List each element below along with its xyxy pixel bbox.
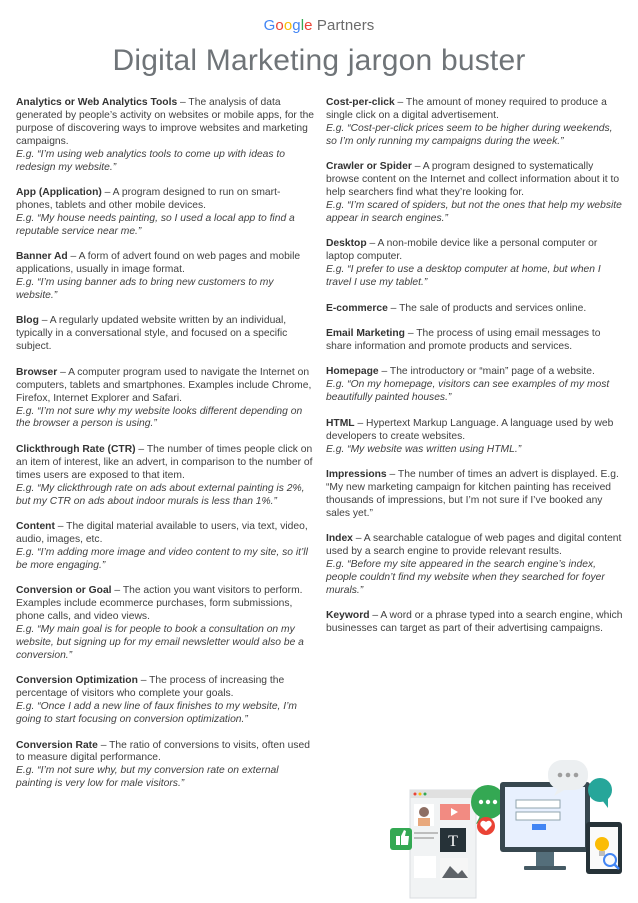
glossary-definition: – The action you want visitors to perform. Examples include ecommerce purchases, form submissions, phone calls, and video views.: [16, 585, 303, 623]
glossary-term: Banner Ad: [16, 251, 68, 263]
glossary-entry-impressions: [326, 469, 626, 521]
glossary-definition: – The introductory or “main” page of a website.: [378, 366, 595, 378]
glossary-entry-email-marketing: [326, 328, 626, 354]
glossary-entry-desktop: [326, 238, 626, 290]
glossary-term: Clickthrough Rate (CTR): [16, 443, 136, 455]
glossary-example: E.g. “I’m not sure why my website looks different depending on the browser a person is using.”: [16, 405, 303, 430]
glossary-example: E.g. “I’m not sure why, but my conversion rate on external painting is very low for male visitors.”: [16, 765, 279, 790]
glossary-definition: – A searchable catalogue of web pages and digital content used by a search engine to provide relevant results.: [326, 533, 622, 558]
glossary-definition: – A non-mobile device like a personal computer or laptop computer.: [326, 238, 598, 263]
glossary-entry-conversion-rate: [16, 740, 316, 792]
glossary-term: Conversion or Goal: [16, 585, 112, 597]
glossary-entry-banner-ad: [16, 251, 316, 303]
glossary-term: HTML: [326, 417, 355, 429]
glossary-term: Impressions: [326, 469, 387, 481]
glossary-example: E.g. “I’m using web analytics tools to come up with ideas to redesign my website.”: [16, 148, 285, 173]
glossary-definition: – A regularly updated website written by an individual, typically in a conversational style, and focused on a specific subject.: [16, 315, 288, 353]
glossary-term: Cost-per-click: [326, 97, 395, 108]
glossary-term: Conversion Optimization: [16, 675, 138, 687]
glossary-term: Conversion Rate: [16, 739, 98, 751]
glossary-definition: – The sale of products and services online.: [387, 302, 587, 314]
glossary-example: E.g. “On my homepage, visitors can see examples of my most beautifully painted houses.”: [326, 379, 610, 404]
glossary-definition: – A program designed to run on smart-phones, tablets and other mobile devices.: [16, 187, 281, 211]
glossary-entry-conversion-or-goal: [16, 585, 316, 662]
glossary-entry-cost-per-click: [326, 97, 626, 149]
glossary-term: Crawler or Spider: [326, 161, 412, 173]
glossary-example: E.g. “My house needs painting, so I used a local app to find a reputable service near me.”: [16, 212, 295, 237]
google-partners-logo: [0, 17, 638, 34]
digital-devices-illustration: [388, 760, 628, 900]
right-column: [326, 97, 626, 649]
glossary-definition: – The digital material available to users, via text, video, audio, images, etc.: [16, 521, 308, 545]
glossary-example: E.g. “I’m adding more image and video content to my site, so it’ll be more engaging.”: [16, 546, 308, 571]
glossary-definition: – The amount of money required to produce a single click on a digital advertisement.: [326, 97, 607, 121]
glossary-entry-blog: [16, 315, 316, 354]
glossary-definition: – A form of advert found on web pages and mobile applications, usually in image format.: [16, 251, 301, 276]
glossary-definition: – A word or a phrase typed into a search engine, which businesses can target as part of their advertising campaigns.: [326, 610, 623, 635]
glossary-term: App (Application): [16, 187, 102, 199]
glossary-definition: – A program designed to systematically browse content on the Internet and collect information about it to help searchers find what they’re looking for.: [326, 161, 620, 199]
glossary-entry-clickthrough-rate-ctr: [16, 444, 316, 509]
glossary-example: E.g. “Once I add a new line of faux finishes to my website, I’m going to start focusing on conversion optimization.”: [16, 701, 298, 725]
glossary-entry-content: [16, 521, 316, 573]
glossary-term: Content: [16, 521, 55, 533]
glossary-definition: – A computer program used to navigate the Internet on computers, tablets and smartphones. Examples include Chrome, Firefox, Internet Explorer and Safari.: [16, 366, 312, 404]
glossary-term: E-commerce: [326, 302, 388, 314]
glossary-entry-keyword: [326, 610, 626, 636]
glossary-example: E.g. “My website was written using HTML.”: [326, 443, 522, 455]
glossary-example: E.g. “I prefer to use a desktop computer at home, but when I travel I use my tablet.”: [326, 264, 601, 289]
glossary-example: E.g. “I’m using banner ads to bring new customers to my website.”: [16, 277, 274, 301]
left-column: [16, 97, 316, 804]
glossary-definition: – The number of times an advert is displayed. E.g. “My new marketing campaign for kitchen painting has received thousands of impressions, but I’m not sure if I’ve booked any sales yet.”: [326, 469, 619, 519]
glossary-entry-e-commerce: [326, 303, 626, 316]
page-title: Digital Marketing jargon buster: [112, 44, 526, 77]
glossary-term: Blog: [16, 315, 39, 327]
glossary-entry-browser: [16, 367, 316, 432]
glossary-entry-html: [326, 418, 626, 457]
glossary-term: Homepage: [326, 366, 379, 378]
google-wordmark: Google: [263, 17, 313, 34]
glossary-definition: – The ratio of conversions to visits, often used to measure digital performance.: [16, 739, 310, 764]
glossary-entry-crawler-or-spider: [326, 161, 626, 226]
glossary-example: E.g. “My clickthrough rate on ads about external painting is 2%, but my CTR on ads about indoor murals is less than 1%.”: [16, 482, 305, 507]
glossary-entry-analytics-or-web-analytics-tools: [16, 97, 316, 174]
glossary-definition: – The number of times people click on an item of interest, like an advert, in comparison to the number of times users are exposed to that item.: [16, 443, 313, 481]
glossary-entry-conversion-optimization: [16, 675, 316, 727]
glossary-example: E.g. “I’m scared of spiders, but not the ones that help my website appear in search engines.”: [326, 199, 622, 224]
glossary-definition: – The process of increasing the percentage of visitors who complete your goals.: [16, 675, 285, 700]
glossary-term: Email Marketing: [326, 328, 405, 340]
glossary-term: Browser: [16, 366, 58, 378]
glossary-entry-homepage: [326, 366, 626, 405]
glossary-term: Index: [326, 533, 353, 545]
partners-wordmark: Partners: [316, 17, 375, 34]
glossary-example: E.g. “Cost-per-click prices seem to be higher during weekends, so I’m only running my campaigns during the week.”: [326, 122, 613, 147]
glossary-term: Desktop: [326, 238, 367, 250]
glossary-entry-index: [326, 533, 626, 598]
glossary-definition: – Hypertext Markup Language. A language used by web developers to create websites.: [326, 417, 614, 442]
svg-text:T: T: [448, 833, 458, 850]
glossary-definition: – The analysis of data generated by people’s activity on websites or mobile apps, for the purpose of discovering ways to improve websites and marketing campaigns.: [16, 97, 315, 147]
glossary-term: Keyword: [326, 610, 370, 622]
glossary-entry-app-application: [16, 187, 316, 239]
glossary-term: Analytics or Web Analytics Tools: [16, 97, 178, 108]
glossary-example: E.g. “Before my site appeared in the search engine’s index, people couldn’t find my website when they searched for foyer murals.”: [326, 559, 605, 596]
glossary-definition: – The process of using email messages to share information and promote products and services.: [326, 328, 601, 352]
glossary-example: E.g. “My main goal is for people to book a consultation on my website, but signing up for my email newsletter would also be a conversion.”: [16, 623, 304, 661]
